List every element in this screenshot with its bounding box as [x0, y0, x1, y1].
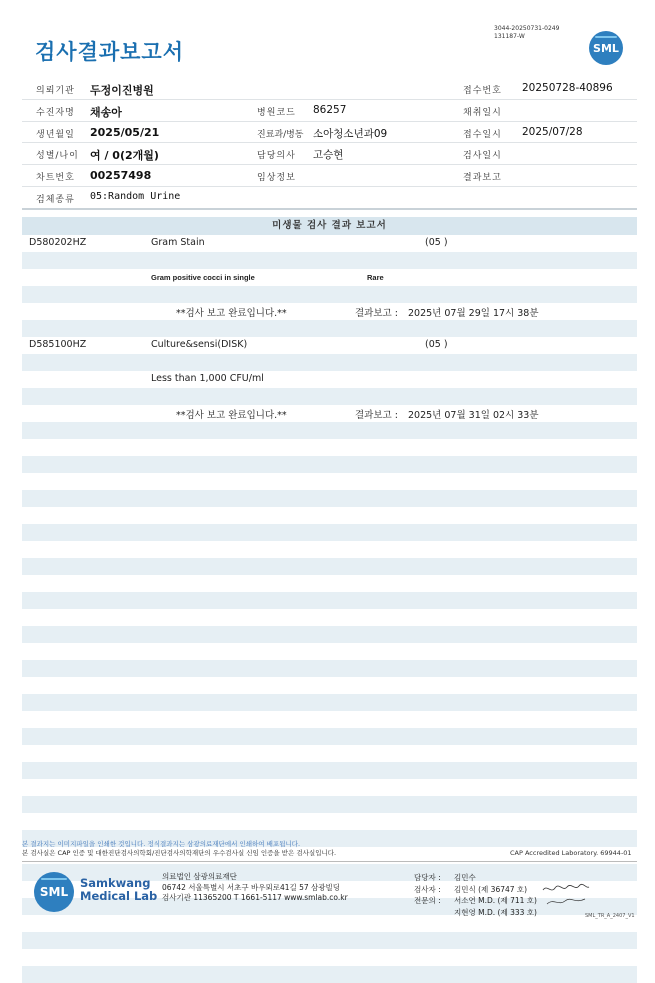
- company-name-line2: Medical Lab: [80, 889, 158, 903]
- sex-age-value: 여 / 0(2개월): [90, 149, 159, 163]
- staff-label: 검사자 :: [414, 884, 441, 894]
- table-row: [22, 677, 637, 694]
- chart-no-value: 00257498: [90, 169, 152, 183]
- staff-row: [414, 872, 537, 884]
- table-row: [22, 626, 637, 643]
- specimen-code: (05 ): [425, 339, 448, 350]
- table-row: [22, 507, 637, 524]
- chart-no-label: 차트번호: [36, 173, 75, 184]
- staff-value: 서소연 M.D. (제 711 호): [454, 896, 537, 905]
- table-row: [22, 694, 637, 711]
- dept-label: 진료과/병동: [257, 129, 304, 140]
- table-row: [22, 660, 637, 677]
- test-name: Gram Stain: [151, 237, 205, 248]
- hospital-code-value: 86257: [313, 103, 347, 116]
- receipt-date-value: 2025/07/28: [522, 125, 583, 138]
- table-row: [22, 456, 637, 473]
- footer-divider: [22, 861, 637, 862]
- document-id-line2: 131187-W: [494, 33, 525, 40]
- page-title: 검사결과보고서: [35, 40, 185, 64]
- table-row: [22, 643, 637, 660]
- birth-label: 생년월일: [36, 129, 75, 140]
- report-time-label: 결과보고 :: [355, 410, 398, 421]
- staff-row: [414, 884, 537, 896]
- specimen-label: 검체종류: [36, 194, 75, 205]
- table-row: [22, 388, 637, 405]
- table-row: [22, 575, 637, 592]
- table-row: [22, 252, 637, 269]
- staff-list: [414, 872, 537, 918]
- company-name: [80, 877, 157, 903]
- hospital-code-label: 병원코드: [257, 107, 296, 118]
- patient-info-table: [22, 78, 637, 210]
- table-row: [22, 303, 637, 320]
- table-row: [22, 405, 637, 422]
- specimen-code: (05 ): [425, 237, 448, 248]
- table-row: [22, 592, 637, 609]
- document-id: [494, 25, 559, 41]
- table-row: [22, 235, 637, 252]
- table-row: [22, 439, 637, 456]
- result-name: Gram positive cocci in single: [151, 273, 255, 282]
- table-row: [22, 286, 637, 303]
- table-row: [22, 711, 637, 728]
- test-code: D585100HZ: [29, 339, 87, 350]
- receipt-no-label: 접수번호: [463, 86, 502, 96]
- sml-logo-icon: SML: [589, 31, 623, 65]
- staff-value: 김민수: [454, 873, 476, 882]
- specimen-value: 05:Random Urine: [90, 190, 181, 202]
- test-name: Culture&sensi(DISK): [151, 339, 248, 350]
- report-section: [22, 217, 637, 983]
- name-value: 채송아: [90, 105, 122, 119]
- staff-label: 전문의 :: [414, 896, 441, 905]
- table-row: [22, 932, 637, 949]
- info-row: [22, 100, 637, 122]
- table-row: [22, 762, 637, 779]
- document-id-line1: 3044-20250731-0249: [494, 25, 560, 32]
- receipt-date-label: 접수일시: [463, 129, 502, 140]
- company-address: 06742 서울특별시 서초구 바우뫼로41길 57 삼광빌딩: [162, 882, 341, 892]
- report-title: 미생물 검사 결과 보고서: [22, 217, 637, 235]
- company-org: 의료법인 삼광의료재단: [162, 872, 237, 881]
- table-row: [22, 728, 637, 745]
- receipt-no-value: 20250728-40896: [522, 82, 613, 94]
- table-row: [22, 796, 637, 813]
- info-row: [22, 143, 637, 165]
- sex-age-label: 성별/나이: [36, 151, 79, 162]
- report-time-label: 결과보고 :: [355, 308, 398, 319]
- report-done-text: **검사 보고 완료입니다.**: [176, 308, 287, 319]
- cap-accreditation: CAP Accredited Laboratory. 69944-01: [510, 849, 632, 857]
- sml-logo-icon: SML: [34, 872, 74, 912]
- table-row: [22, 490, 637, 507]
- info-row: [22, 122, 637, 144]
- staff-value: 김민식 (제 36747 호): [454, 884, 528, 894]
- report-time-value: 2025년 07월 31일 02시 33분: [408, 410, 539, 421]
- table-row: [22, 813, 637, 830]
- table-row: [22, 524, 637, 541]
- table-row: [22, 558, 637, 575]
- staff-label: 담당자 :: [414, 873, 441, 882]
- info-row: [22, 78, 637, 100]
- doctor-label: 담당의사: [257, 151, 296, 162]
- company-contact: 검사기관 11365200 T 1661-5117 www.smlab.co.kr: [162, 893, 348, 902]
- staff-value: 지현영 M.D. (제 333 호): [454, 907, 537, 917]
- table-row: [22, 354, 637, 371]
- info-row: [22, 187, 637, 210]
- table-row: [22, 269, 637, 286]
- company-info: [162, 872, 348, 904]
- collect-date-label: 채취일시: [463, 107, 502, 118]
- footer-note-2: 본 검사실은 CAP 인증 및 대한진단검사의학회/진단검사의학재단의 우수검사실 신임 인증을 받은 검사실입니다.: [22, 849, 337, 857]
- staff-row: [414, 907, 537, 919]
- table-row: [22, 949, 637, 966]
- table-row: [22, 371, 637, 388]
- test-code: D580202HZ: [29, 237, 87, 248]
- hospital-value: 두정이진병원: [90, 84, 154, 97]
- footer-note-1: 본 결과지는 이미지파일을 인쇄한 것입니다. 정식결과지는 삼광의료재단에서 인쇄하여 배포됩니다.: [22, 840, 301, 848]
- hospital-label: 의뢰기관: [36, 86, 75, 96]
- dept-value: 소아청소년과09: [313, 127, 388, 140]
- table-row: [22, 745, 637, 762]
- table-row: [22, 609, 637, 626]
- info-row: [22, 165, 637, 187]
- name-label: 수진자명: [36, 107, 75, 118]
- signature-icon: [541, 880, 591, 910]
- company-name-line1: Samkwang: [80, 876, 151, 890]
- table-row: [22, 320, 637, 337]
- clinical-label: 임상정보: [257, 173, 296, 184]
- footer-notes: [22, 840, 336, 858]
- table-row: [22, 422, 637, 439]
- report-done-text: **검사 보고 완료입니다.**: [176, 410, 287, 421]
- table-row: [22, 473, 637, 490]
- table-row: [22, 915, 637, 932]
- staff-row: [414, 895, 537, 907]
- table-row: [22, 337, 637, 354]
- result-text: Less than 1,000 CFU/ml: [151, 373, 264, 384]
- test-date-label: 검사일시: [463, 151, 502, 162]
- table-row: [22, 779, 637, 796]
- report-label: 결과보고: [463, 173, 502, 184]
- result-value: Rare: [367, 273, 384, 282]
- table-row: [22, 541, 637, 558]
- report-time-value: 2025년 07월 29일 17시 38분: [408, 308, 539, 319]
- table-row: [22, 966, 637, 983]
- form-code: SML_TR_A_2407_V1: [585, 913, 635, 919]
- doctor-value: 고승현: [313, 149, 344, 162]
- birth-value: 2025/05/21: [90, 125, 160, 139]
